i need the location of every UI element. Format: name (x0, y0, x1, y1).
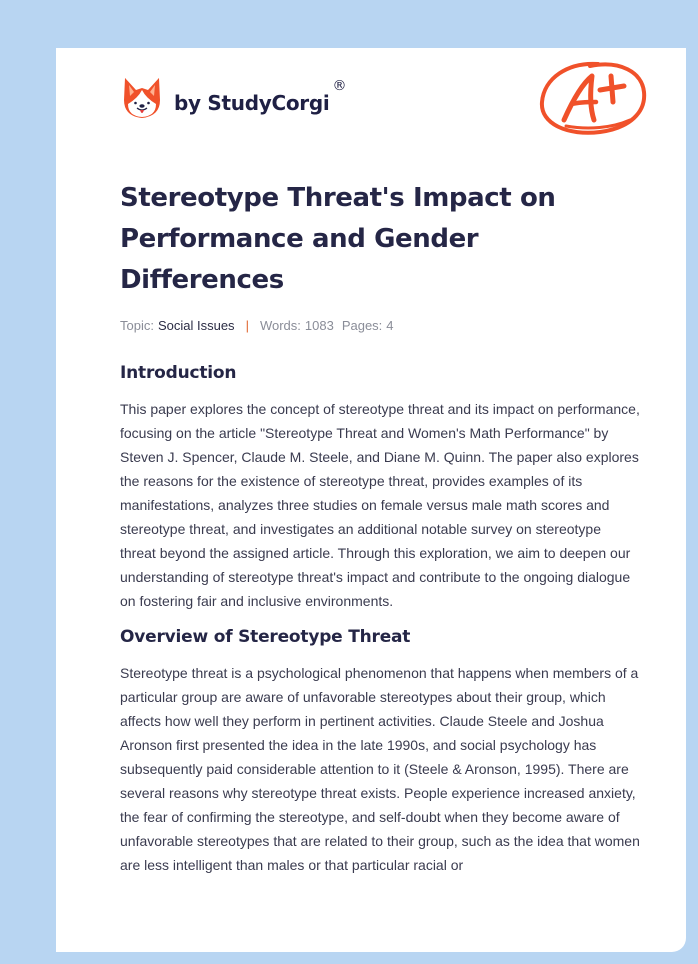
document-card (56, 48, 686, 952)
page-title: Stereotype Threat's Impact on Performance and Gender Differences (120, 183, 556, 295)
studycorgi-logo[interactable] (122, 76, 346, 120)
article-meta (120, 315, 640, 335)
corgi-icon (122, 76, 162, 120)
article-content (120, 178, 640, 877)
topic-label: Topic: (120, 317, 154, 333)
words-label: Words: (259, 317, 301, 333)
meta-separator: | (245, 317, 249, 333)
pages-label: Pages: (341, 317, 383, 333)
header (56, 48, 686, 158)
words-count: 1083 (304, 317, 334, 333)
section-paragraph-introduction: This paper explores the concept of stereotype threat and its impact on performance, focusing on the article "Stereotype Threat and Women's Math Performance" by Steven J. Spencer, Claude M. Steele, and Diane M. Quinn. The paper also explores the reasons for the existence of stereotype threat, provides examples of its manifestations, analyzes three studies on female versus male math scores and stereotype threat, and investigates an additional notable survey on stereotype threat beyond the assigned article. Through this exploration, we aim to deepen our understanding of stereotype threat's impact and contribute to the ongoing dialogue on fostering fair and inclusive environments. (120, 401, 640, 609)
section-heading-introduction: Introduction (120, 363, 237, 383)
section-paragraph-overview: Stereotype threat is a psychological phenomenon that happens when members of a particular group are aware of unfavorable stereotypes about their group, which affects how well they perform in pertinent activities. Claude Steele and Joshua Aronson first presented the idea in the late 1990s, and social psychology has subsequently paid considerable attention to it (Steele & Aronson, 1995). There are several reasons why stereotype threat exists. People experience increased anxiety, the fear of confirming the stereotype, and self-doubt when they become aware of unfavorable stereotypes that are related to their group, such as the idea that women are less intelligent than males or that particular racial or (120, 665, 640, 873)
registered-mark: ® (332, 78, 347, 94)
topic-link[interactable]: Social Issues (157, 317, 235, 333)
pages-count: 4 (386, 317, 394, 333)
logo-text: by StudyCorgi (174, 91, 330, 115)
a-plus-grade-icon (538, 58, 650, 140)
section-heading-overview: Overview of Stereotype Threat (120, 627, 411, 647)
